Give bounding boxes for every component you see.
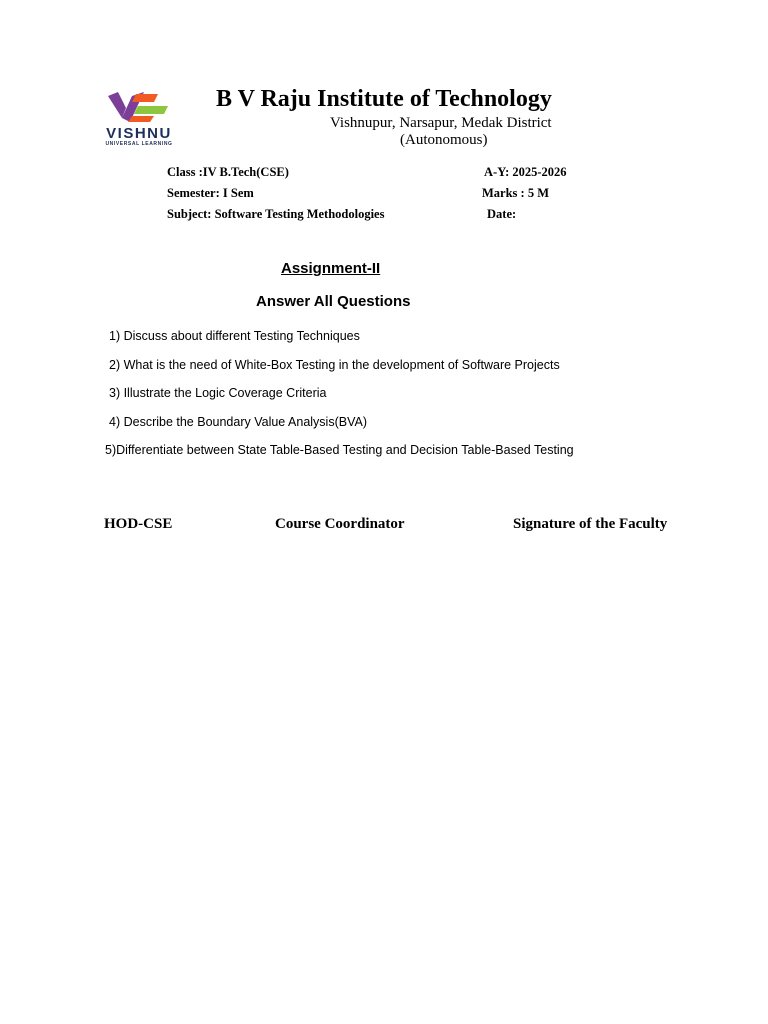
question-item: 5)Differentiate between State Table-Based Testing and Decision Table-Based Testing xyxy=(105,443,574,457)
subject-label: Subject: Software Testing Methodologies xyxy=(167,207,385,221)
question-item: 3) Illustrate the Logic Coverage Criteria xyxy=(109,386,327,400)
question-item: 4) Describe the Boundary Value Analysis(BVA) xyxy=(109,415,367,429)
question-item: 2) What is the need of White-Box Testing in the development of Software Projects xyxy=(109,358,560,372)
institute-logo xyxy=(92,88,184,150)
institute-status: (Autonomous) xyxy=(400,132,488,148)
academic-year-label: A-Y: 2025-2026 xyxy=(484,165,567,179)
marks-label: Marks : 5 M xyxy=(482,186,549,200)
institute-name: B V Raju Institute of Technology xyxy=(216,86,552,112)
assignment-title: Assignment-II xyxy=(281,260,381,277)
vishnu-logo-icon xyxy=(92,88,184,128)
hod-signature-label: HOD-CSE xyxy=(104,516,173,532)
question-item: 1) Discuss about different Testing Techniques xyxy=(109,329,360,343)
logo-wordmark: VISHNU xyxy=(106,125,172,142)
logo-tagline: UNIVERSAL LEARNING xyxy=(105,141,173,147)
institute-address: Vishnupur, Narsapur, Medak District xyxy=(330,115,552,131)
class-label: Class :IV B.Tech(CSE) xyxy=(167,165,289,179)
answer-instruction: Answer All Questions xyxy=(256,293,411,310)
faculty-signature-label: Signature of the Faculty xyxy=(513,516,668,532)
coordinator-signature-label: Course Coordinator xyxy=(275,516,405,532)
semester-label: Semester: I Sem xyxy=(167,186,254,200)
date-label: Date: xyxy=(487,207,517,221)
